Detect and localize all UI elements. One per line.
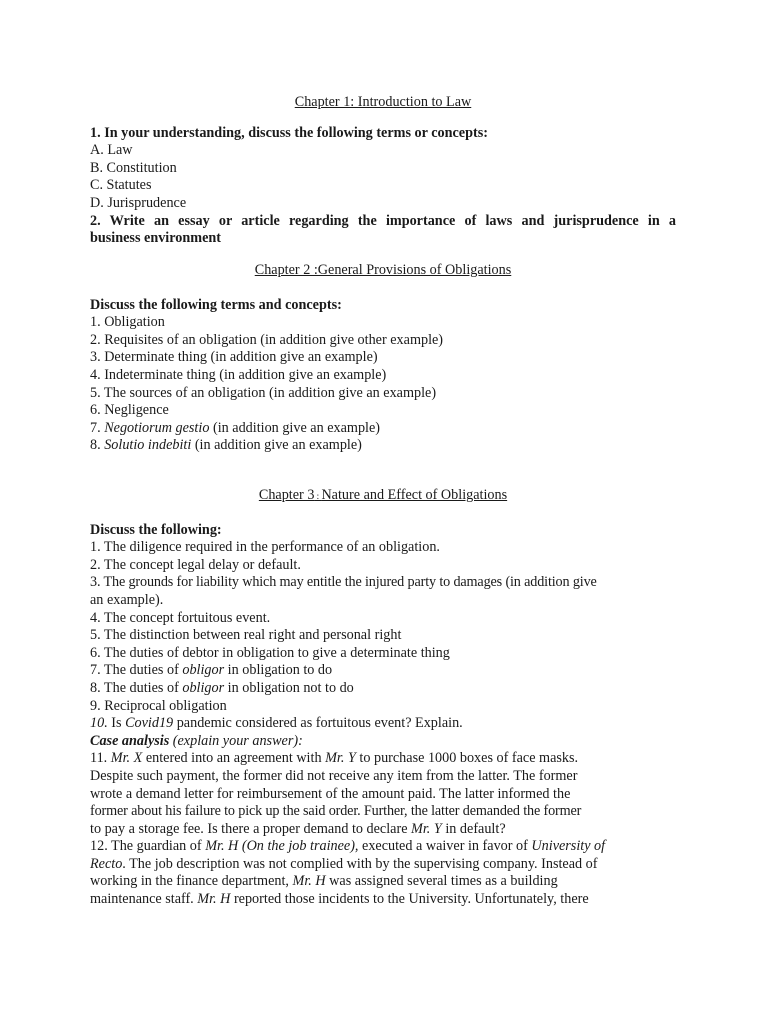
chapter-2-section [90,262,676,455]
list-item: 3. Determinate thing (in addition give an example) [90,349,378,366]
case-11-line: to pay a storage fee. Is there a proper demand to declare Mr. Y in default? [90,820,506,837]
chapter-1-title: Chapter 1: Introduction to Law [294,94,472,110]
case-12-line: Recto. The job description was not complied with by the supervising company. Instead of [90,855,598,872]
list-item: an example). [90,591,164,608]
list-item: 8. The duties of obligor in obligation not to do [90,679,354,696]
chapter-1-question-2: 2. Write an essay or article regarding the importance of laws and jurisprudence in a [90,212,677,229]
list-item: 6. The duties of debtor in obligation to give a determinate thing [90,644,450,661]
case-12-line: 12. The guardian of Mr. H (On the job trainee), executed a waiver in favor of University of [90,838,606,855]
chapter-2-heading: Discuss the following terms and concepts: [90,296,342,313]
list-item: 8. Solutio indebiti (in addition give an example) [90,437,362,454]
list-item: 2. The concept legal delay or default. [90,556,301,573]
list-item: 4. Indeterminate thing (in addition give an example) [90,366,387,383]
list-item: 7. The duties of obligor in obligation to do [90,662,333,679]
list-item: 3. The grounds for liability which may entitle the injured party to damages (in addition give [90,574,597,591]
chapter-3-section [90,487,676,909]
chapter-2-title: Chapter 2 :General Provisions of Obligations [254,262,512,278]
list-item: 6. Negligence [90,402,169,419]
case-12-line: maintenance staff. Mr. H reported those incidents to the University. Unfortunately, there [90,891,589,908]
list-item: 5. The distinction between real right and personal right [90,627,402,644]
list-item: 4. The concept fortuitous event. [90,609,271,626]
case-analysis-heading: Case analysis (explain your answer): [90,732,303,749]
list-item: 10. Is Covid19 pandemic considered as fortuitous event? Explain. [90,715,463,732]
list-item: B. Constitution [90,159,177,176]
list-item: 1. Obligation [90,314,165,331]
case-11-line: former about his failure to pick up the said order. Further, the latter demanded the former [90,803,582,820]
list-item: 7. Negotiorum gestio (in addition give an example) [90,419,381,436]
case-12-line: working in the finance department, Mr. H was assigned several times as a building [90,873,558,890]
case-11-line: 11. Mr. X entered into an agreement with Mr. Y to purchase 1000 boxes of face masks. [90,750,579,767]
list-item: A. Law [90,142,133,159]
chapter-3-title: Chapter 3 : Nature and Effect of Obligations [258,487,508,503]
list-item: C. Statutes [90,177,152,194]
list-item: 9. Reciprocal obligation [90,697,227,714]
case-11-line: Despite such payment, the former did not receive any item from the latter. The former [90,767,578,784]
case-11-line: wrote a demand letter for reimbursement of the amount paid. The latter informed the [90,785,571,802]
chapter-3-heading: Discuss the following: [90,521,222,538]
chapter-1-question-1: 1. In your understanding, discuss the following terms or concepts: [90,124,488,141]
list-item: 2. Requisites of an obligation (in addition give other example) [90,331,444,348]
chapter-1-question-2-cont: business environment [90,230,221,247]
list-item: 1. The diligence required in the performance of an obligation. [90,539,440,556]
list-item: D. Jurisprudence [90,194,187,211]
chapter-1-section [90,94,676,248]
list-item: 5. The sources of an obligation (in addition give an example) [90,384,437,401]
